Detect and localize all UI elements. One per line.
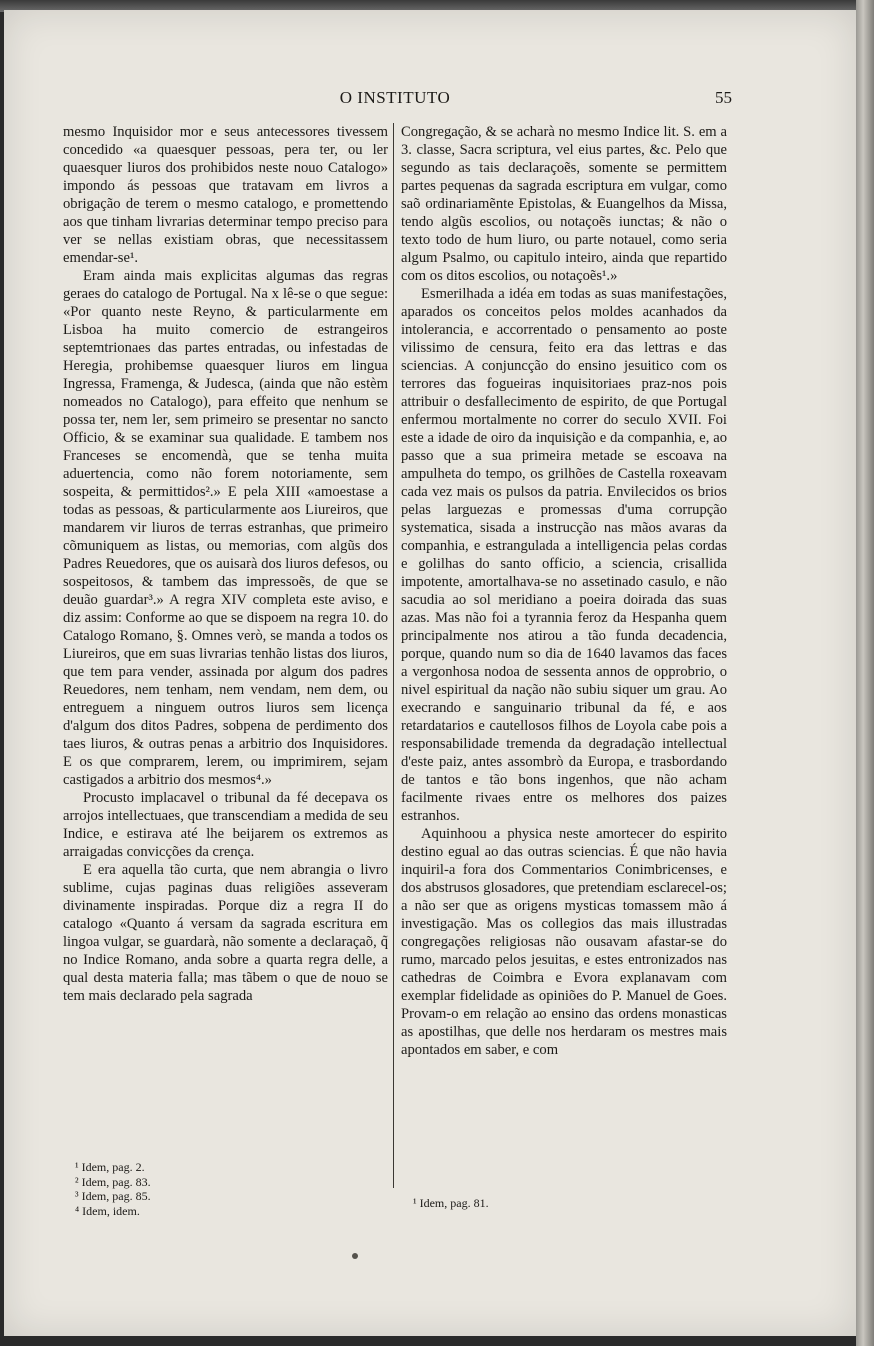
footnote: ¹ Idem, pag. 81. — [413, 1196, 489, 1210]
left-paragraph-2: Eram ainda mais explicitas algumas das regras geraes do catalogo de Portugal. Na x lê-se o que segue: «Por quanto neste Reyno, & particularmente em Lisboa ha muito comercio de estrangeiros septemtrionaes das partes entradas, ou infestadas de Heregia, prohibemse quaesquer liuros em lingua Ingressa, Framenga, & Judesca, (ainda que não estèm nomeados no Catalogo), para effeito que nenhum se possa ter, nem ler, sem primeiro se presentar no sancto Officio, & se examinar sua qualidade. E tambem nos Franceses se encomendà, que se tenha muita aduertencia, como não forem notoriamente, sem sospeita, & permittidos².» E pela XIII «amoestase a todas as pessoas, & particularmente aos Liureiros, que mandarem vir liuros de terras estranhas, que primeiro cõmuniquem as listas, ou memorias, com algũs dos Padres Reuedores, que os auisarà dos liuros defesos, ou sospeitosos, & tambem das impressoẽs, de que se deuão guardar³.» A regra XIV completa este aviso, e diz assim: Conforme ao que se dispoem na regra 10. do Catalogo Romano, §. Omnes verò, se manda a todos os Liureiros, que em suas livrarias tenhão listas dos liuros, que tem para vender, assinada por algum dos padres Reuedores, nem tenham, nem vendam, nem dem, ou entreguem a ninguem outros liuros sem licença d'algum dos ditos Padres, sobpena de perdimento dos taes liuros, & outras penas a arbitrio dos Inquisidores. E os que comprarem, lerem, ou imprimirem, sejam castigados a arbitrio dos mesmos⁴.» — [63, 268, 388, 788]
footnote: ³ Idem, pag. 85. — [75, 1189, 151, 1203]
footnote: ⁴ Idem, idem. — [75, 1203, 140, 1218]
left-paragraph-3: Procusto implacavel o tribunal da fé decepava os arrojos intellectuaes, que transcendiam a medida de seu Indice, e estirava até lhe beijarem os extremos as arraigadas convicções da crença. — [63, 790, 388, 860]
footnotes-right — [413, 1196, 713, 1211]
right-paragraph-2: Esmerilhada a idéa em todas as suas manifestações, aparados os conceitos pelos moldes acanhados da intolerancia, e accorrentado o pensamento ao poste vilissimo de censura, feito era das lettras e das sciencias. A conjuncção do ensino jesuitico com os terrores das fogueiras inquisitoriaes praz-nos pois attribuir o desfallecimento de espirito, de que Portugal enfermou mortalmente no correr do seculo XVII. Foi este a idade de oiro da inquisição e da companhia, e, ao passo que a sua primeira metade se escoava na ampulheta do tempo, os grilhões de Castella roxeavam cada vez mais os pulsos da patria. Envilecidos os brios pelas larguezas e promessas d'uma corrupção systematica, sisada a instrucção nas mãos avaras da companhia, e estrangulada a intelligencia pelas cordas e golilhas do santo officio, a sciencia, crisallida impotente, amortalhava-se no assetinado casulo, e não sacudia ao sol meridiano a poeira doirada das suas azas. Mas não foi a tyrannia feroz da Hespanha quem principalmente nos atirou a tão funda decadencia, porque, quando num so dia de 1640 lavamos das faces a vergonhosa nodoa de sessenta annos de opprobrio, o nivel espiritual da nação não subiu siquer um grau. Ao execrando e sanguinario tribunal da fé, e aos retardatarios e cautellosos filhos de Loyola cabe pois a responsabilidade tremenda da degradação intellectual d'este paiz, antes assombrò da Europa, e trasbordando de tantos e tão bons ingenhos, que não acham facilmente rivaes entre os melhores dos paizes estranhos. — [401, 286, 727, 824]
footnote: ² Idem, pag. 83. — [75, 1174, 151, 1189]
running-title: O INSTITUTO — [339, 88, 451, 107]
footnote: ¹ Idem, pag. 2. — [75, 1160, 145, 1174]
page-edge — [856, 0, 874, 1346]
page-number: 55 — [715, 88, 732, 107]
ink-dot — [352, 1253, 358, 1259]
right-paragraph-3: Aquinhoou a physica neste amortecer do espirito destino egual ao das outras sciencias. É que não havia inquiril-a fora dos Commentarios Conimbricenses, e dos abstrusos glosadores, que pretendiam esclarecel-os; a não ser que as origens mysticas tomassem mão á investigação. Mas os collegios das mais illustradas congregações religiosas não ousavam afastar-se do rumo, marcado pelos jesuitas, e estes entronizados nas cathedras de Coimbra e Evora explanavam com exemplar fidelidade as opiniões do P. Manuel de Goes. Provam-o em relação ao ensino das ordens monasticas as apostilhas, que delle nos herdaram os mestres mais apontados em saber, e com — [401, 826, 727, 1058]
right-column — [401, 123, 727, 1059]
footnotes-left — [75, 1160, 375, 1218]
left-paragraph-4: E era aquella tão curta, que nem abrangia o livro sublime, cujas paginas duas religiões asseveram divinamente inspiradas. Porque diz a regra II do catalogo «Quanto á versam da sagrada escritura em lingoa vulgar, se guardarà, não somente a declaraçaõ, q̃ no Indice Romano, anda sobre a quarta regra delle, a qual desta materia falla; mas tãbem o que de nouo se tem mais declarado pela sagrada — [63, 862, 388, 1004]
right-paragraph-1: Congregação, & se acharà no mesmo Indice lit. S. em a 3. classe, Sacra scriptura, vel eius partes, &c. Pelo que segundo as tais declaraçoẽs, somente se permittem partes pequenas da sagrada escriptura em vulgar, como saõ ordinariamẽnte Epistolas, & Euangelhos da Missa, tendo algũs escolios, ou notaçoẽs iunctas; & não o texto todo de hum liuro, ou parte notauel, como seria algum Psalmo, ou capitulo inteiro, ainda que repartido com os ditos escolios, ou notaçoẽs¹.» — [401, 124, 727, 284]
left-paragraph-1: mesmo Inquisidor mor e seus antecessores tivessem concedido «a quaesquer pessoas, pera ter, ou ler quaesquer liuros dos prohibidos neste nouo Catalogo» impondo ás pessoas que tratavam em livros a obrigação de terem o mesmo catalogo, e promettendo aos que tinham livrarias determinar tempo preciso para ver se nellas existiam obras, que necessitassem emendar-se¹. — [63, 124, 388, 266]
left-column — [63, 123, 388, 1005]
column-divider — [393, 123, 394, 1188]
